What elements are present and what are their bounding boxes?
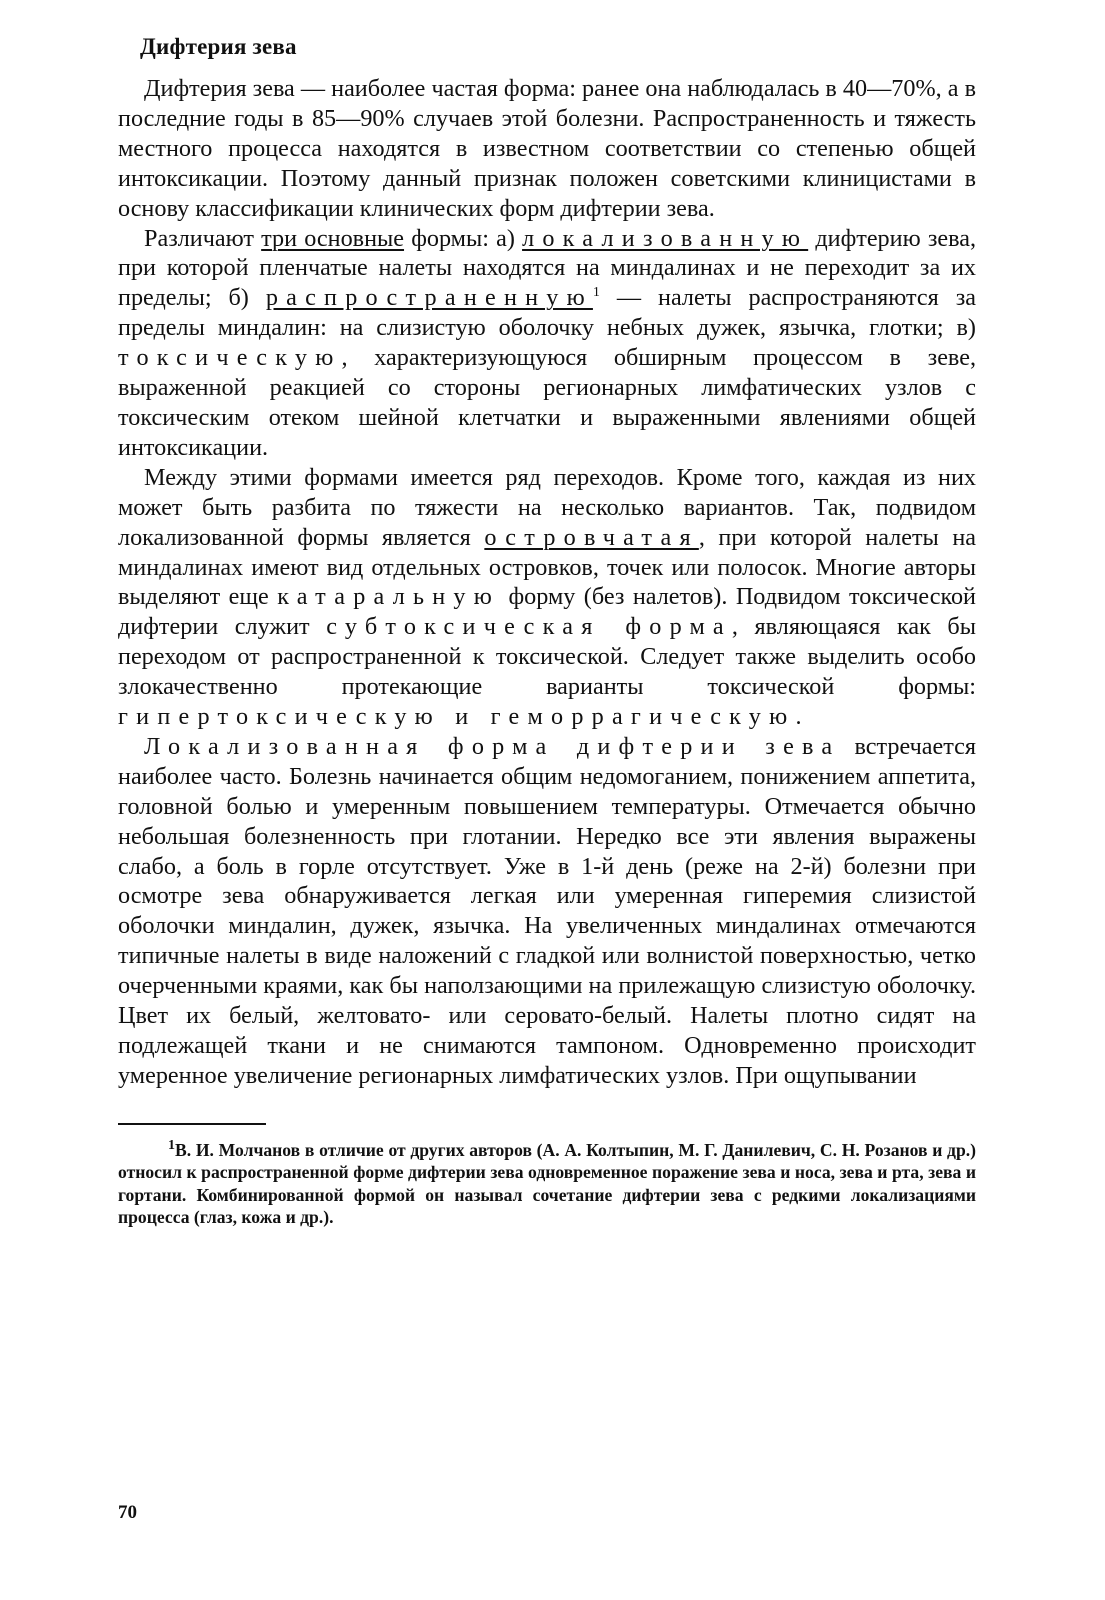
underlined-term: три основные xyxy=(261,224,405,252)
footnote-text xyxy=(118,1139,976,1229)
text-run: , являющаяся как бы переходом от распространенной к токсической. Следует также выделить особо злокачественно протекающие варианты токсической формы: xyxy=(118,613,976,701)
text-run: Между этими формами имеется ряд переходов. Кроме того, каждая из них может быть разбита по тяжести на несколько вариантов. Так, подвидом локализованной формы является xyxy=(118,463,976,551)
text-run: Различают xyxy=(144,224,262,252)
footnote-number: 1 xyxy=(168,1137,175,1153)
footnote-body: В. И. Молчанов в отличие от других авторов (А. А. Колтыпин, М. Г. Данилевич, С. Н. Розанов и др.) относил к распространенной форме дифтерии зева одновременное поражение зева и носа, зева и рта, зева и гортани. Комбинированной формой он называл сочетание дифтерии зева с редкими локализациями процесса (глаз, кожа и др.). xyxy=(118,1139,976,1228)
spaced-term-insular: островчатая xyxy=(484,523,699,551)
spaced-term-hypertoxic: гипертоксическую и геморрагическую xyxy=(118,703,796,731)
spaced-term-widespread: распространенную xyxy=(265,284,593,312)
spaced-term-subtoxic: субтоксическая форма xyxy=(326,613,732,641)
page-number: 70 xyxy=(118,1502,137,1523)
text-run: дифтерию зева, при которой пленчатые налеты находятся на миндалинах и не переходит за их пределы; б) xyxy=(118,224,976,312)
spaced-term-toxic: токсическую xyxy=(118,344,342,372)
paragraph-intro: Дифтерия зева — наиболее частая форма: ранее она наблюдалась в 40—70%, а в последние годы в 85—90% случаев этой болезни. Распространенность и тяжесть местного процесса находятся в известном соответствии со степенью общей интоксикации. Поэтому данный признак положен советскими клиницистами в основу классификации клинических форм дифтерии зева. xyxy=(118,75,976,222)
paragraph-variants xyxy=(118,463,976,732)
footnote-marker: 1 xyxy=(592,285,600,301)
text-run: формы: а) xyxy=(404,224,523,252)
spaced-term-localized-form: Локализованная форма дифтерии зева xyxy=(144,732,841,760)
spaced-term-catarrhal: катаральную xyxy=(277,583,501,611)
footnote xyxy=(118,1139,976,1229)
text-run: форму (без налетов). Подвидом токсической дифтерии служит xyxy=(118,583,977,641)
paragraph-forms xyxy=(118,224,976,463)
text-run: , характеризующуюся обширным процессом в зеве, выраженной реакцией со стороны регионарных лимфатических узлов с токсическим отеком шейной клетчатки и выраженными явлениями общей интоксикации. xyxy=(118,344,976,461)
body-text xyxy=(118,74,976,1091)
text-run: встречается наиболее часто. Болезнь начинается общим недомоганием, понижением аппетита, головной болью и умеренным повышением температуры. Отмечается обычно небольшая болезненность при глотании. Нередко все эти явления выражены слабо, а боль в горле отсутствует. Уже в 1-й день (реже на 2-й) болезни при осмотре зева обнаруживается легкая или умеренная гиперемия слизистой оболочки миндалин, дужек, язычка. На увеличенных миндалинах отмечаются типичные налеты в виде наложений с гладкой или волнистой поверхностью, четко очерченными краями, как бы наползающими на прилежащую слизистую оболочку. Цвет их белый, желтовато- или серовато-белый. Налеты плотно сидят на подлежащей ткани и не снимаются тампоном. Одновременно происходит умеренное увеличение регионарных лимфатических узлов. При ощупывании xyxy=(118,732,976,1089)
page-content xyxy=(118,34,976,1228)
text-run: . xyxy=(795,703,802,731)
section-heading: Дифтерия зева xyxy=(140,34,297,59)
text-run: , при которой налеты на миндалинах имеют вид отдельных островков, точек или полосок. Многие авторы выделяют еще xyxy=(118,523,976,611)
footnote-divider xyxy=(118,1123,266,1125)
spaced-term-localized: локализованную xyxy=(522,224,809,252)
paragraph-localized-form xyxy=(118,732,976,1091)
text-run: — налеты распространяются за пределы миндалин: на слизистую оболочку небных дужек, язычка, глотки; в) xyxy=(118,284,976,342)
